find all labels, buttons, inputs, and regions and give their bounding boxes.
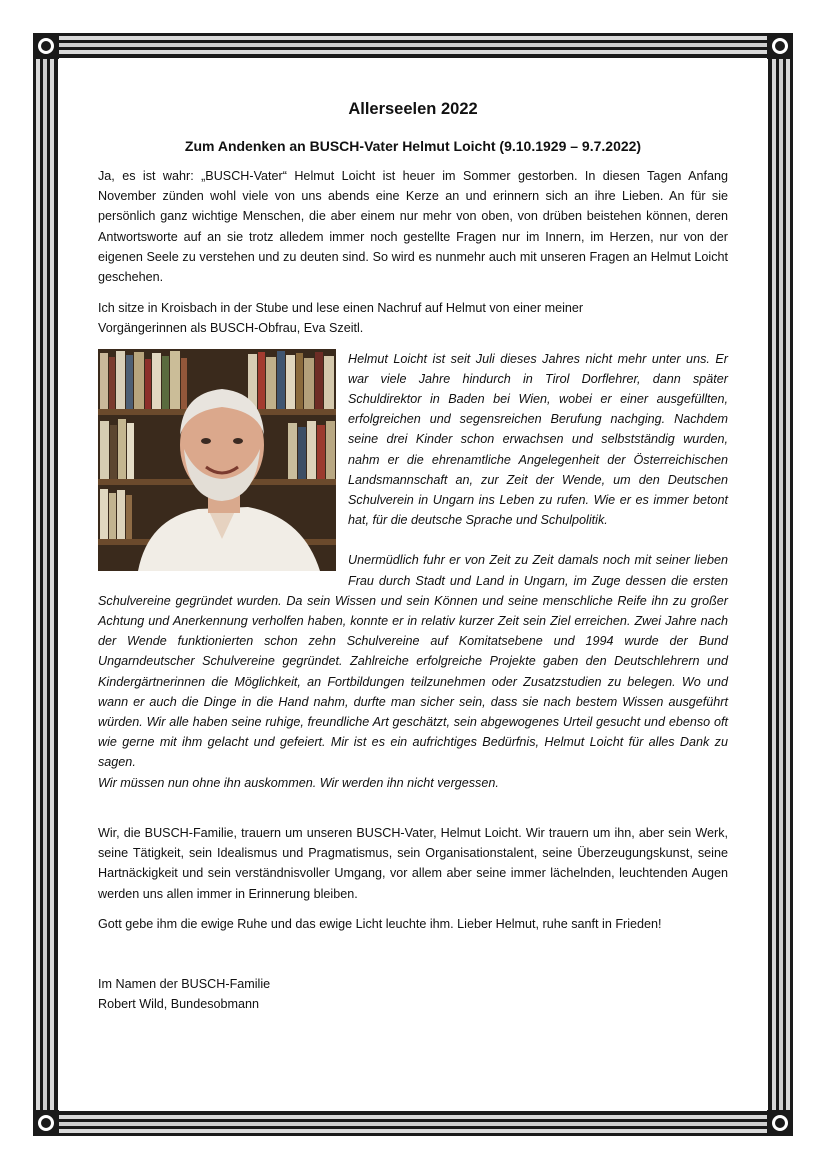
portrait-photo: [98, 349, 336, 571]
reading-paragraph-line-1: Ich sitze in Kroisbach in der Stube und lese einen Nachruf auf Helmut von einer meiner: [98, 301, 584, 316]
reading-paragraph-line-2: Vorgängerinnen als BUSCH-Obfrau, Eva Szeitl.: [98, 321, 364, 336]
signature-block: [98, 974, 728, 1014]
intro-paragraph: Ja, es ist wahr: „BUSCH-Vater“ Helmut Loicht ist heuer im Sommer gestorben. In diesen Tagen Anfang November zünden wohl viele von uns abends eine Kerze an und erinnern sich an ihre Lieben. An für sie persönlich ganz wichtige Menschen, die aber einem nur mehr von oben, von drüben beistehen können, deren Antwortsworte auf an sie trotz alledem immer noch gestellte Fragen nur im Innern, im Herzen, nur von der eigenen Seele zu verstehen und zu deuten sind. So wird es nunmehr auch mit unseren Fragen an Helmut Loicht geschehen.: [98, 169, 728, 285]
document-body: [98, 98, 728, 1014]
quote-paragraph-2: Unermüdlich fuhr er von Zeit zu Zeit damals noch mit seiner lieben Frau durch Stadt und Land in Ungarn, im Zuge dessen die ersten Schulvereine gegründet wurden. Da sein Wissen und sein Können und seine menschliche Reife ihn zu großer Achtung und Anerkennung verholfen haben, konnte er in relativ kurzer Zeit sein Ziel erreichen. Zwei Jahre nach der Wende funktionierten schon zehn Schulvereine auf Komitatsebene und 1994 wurde der Bund Ungarndeutscher Schulvereine gegründet. Zahlreiche erfolgreiche Projekte gaben den Deutschlehrern und Kindergärtnerinnen die Möglichkeit, an Fortbildungen teilzunehmen oder Zusatzstudien zu belegen. Wo und wann er auch die Dinge in die Hand nahm, durfte man sicher sein, dass sie nach bestem Wissen ausgeführt würden. Wir alle haben seine ruhige, freundliche Art geschätzt, sein abgewogenes Urteil gesucht und ebenso oft wie gerne mit ihm gelacht und gefeiert. Mir ist es ein aufrichtiges Bedürfnis, Helmut Loicht für alles Dank zu sagen.: [98, 553, 728, 770]
reading-paragraph: [98, 298, 728, 338]
obituary-quote: [98, 349, 728, 793]
mourning-paragraph: Wir, die BUSCH-Familie, trauern um unseren BUSCH-Vater, Helmut Loicht. Wir trauern um ihn, aber sein Werk, seine Tätigkeit, sein Idealismus und Pragmatismus, sein Organisationstalent, seine Überzeugungskunst, seine Hartnäckigkeit und sein verständnisvoller Umgang, vor allem aber seine immer lächelnden, leuchtenden Augen werden uns allen immer in Erinnerung bleiben.: [98, 825, 728, 901]
document-subtitle: Zum Andenken an BUSCH-Vater Helmut Loicht (9.10.1929 – 9.7.2022): [184, 138, 642, 154]
quote-closing-line: Wir müssen nun ohne ihn auskommen. Wir werden ihn nicht vergessen.: [98, 775, 499, 790]
quote-paragraph-1: Helmut Loicht ist seit Juli dieses Jahres nicht mehr unter uns. Er war viele Jahre hindurch in Tirol Dorflehrer, dann später Schuldirektor in Baden bei Wien, wobei er einer ausgefüllten, erfolgreichen und segensreichen Berufung nachging. Nachdem seine drei Kinder schon erwachsen und selbstständig wurden, nahm er die ehrenamtliche Angelegenheit der Österreichischen Landsmannschaft an, zur Zeit der Wende, um den Deutschen Schulverein in Ungarn ins Leben zu rufen. Wie er es immer betont hat, für die deutsche Sprache und Schulpolitik.: [348, 351, 728, 528]
signature-line-1: Im Namen der BUSCH-Familie: [98, 976, 271, 991]
document-title: Allerseelen 2022: [348, 100, 478, 118]
signature-line-2: Robert Wild, Bundesobmann: [98, 997, 260, 1012]
blessing-paragraph: Gott gebe ihm die ewige Ruhe und das ewige Licht leuchte ihm. Lieber Helmut, ruhe sanft in Frieden!: [98, 916, 662, 931]
